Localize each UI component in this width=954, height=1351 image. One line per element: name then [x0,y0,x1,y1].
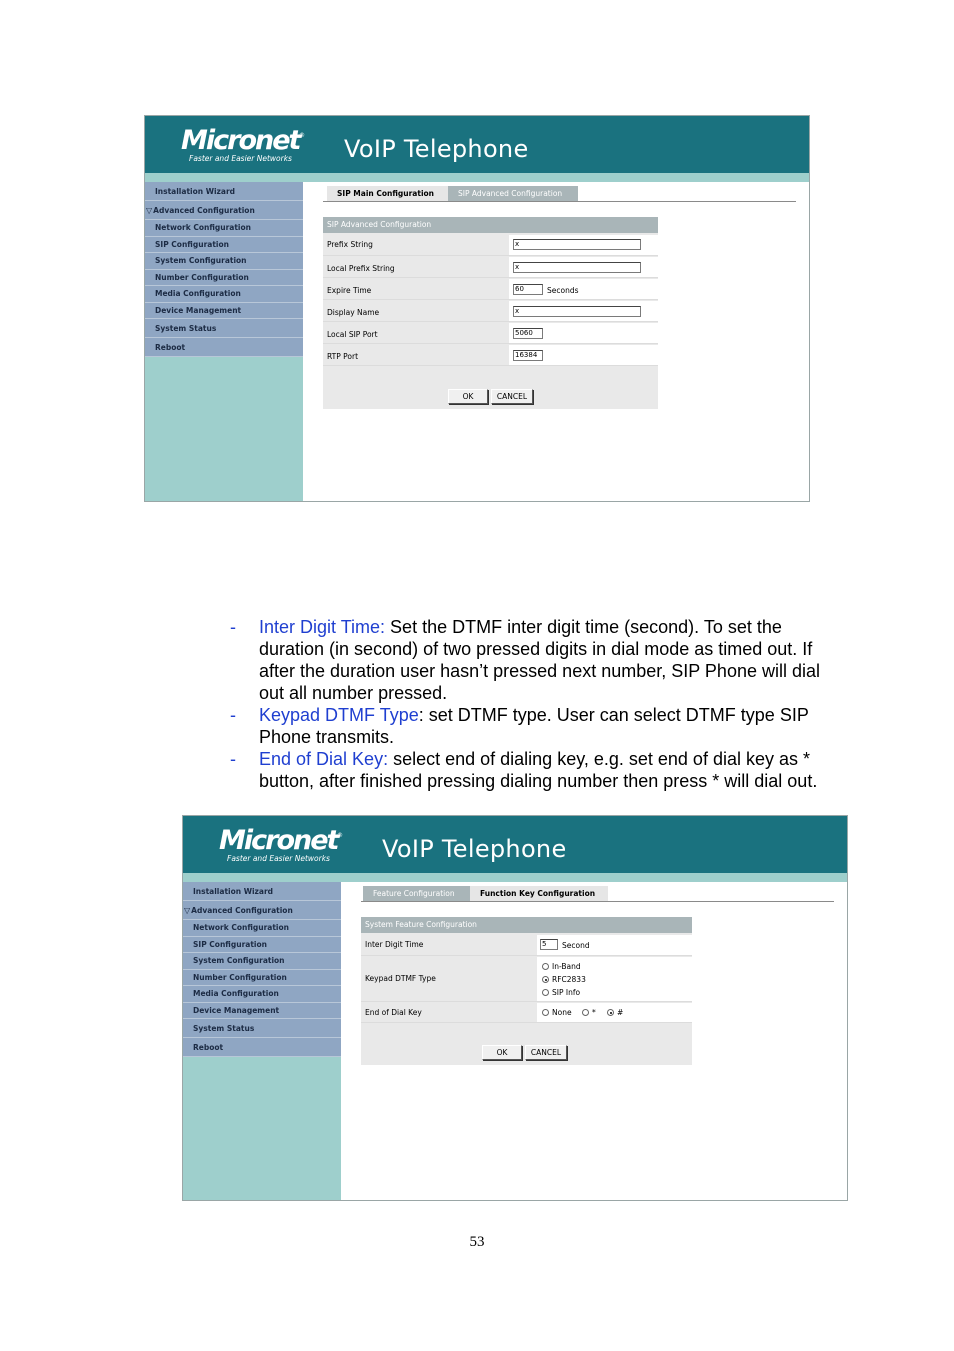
sidebar-item-sip-configuration[interactable]: SIP Configuration [145,237,303,254]
ok-button[interactable]: OK [482,1045,522,1060]
radio-label: RFC2833 [552,975,586,984]
micronet-logo [219,826,343,866]
dtmf-radio-in-band[interactable] [542,962,581,971]
form-row-expire-time [323,279,658,300]
tab-sip-main-configuration[interactable]: SIP Main Configuration [327,186,448,201]
sidebar-item-installation-wizard[interactable]: Installation Wizard [145,182,303,201]
ok-button[interactable]: OK [448,389,488,404]
radio-circle-icon [542,1009,549,1016]
header-strip [145,173,809,182]
field-cell [509,257,658,277]
micronet-logo [181,126,305,166]
sidebar-item-advanced-configuration[interactable] [183,901,341,920]
sidebar-item-device-management[interactable]: Device Management [145,303,303,320]
logo-word: Micronet [181,125,300,156]
sidebar-item-reboot[interactable]: Reboot [145,338,303,357]
radio-selected-icon [607,1009,614,1016]
screenshot-sip-advanced [144,115,810,502]
sip-advanced-form [323,217,658,409]
field-label: End of Dial Key [365,1008,422,1017]
sidebar-item-number-configuration[interactable]: Number Configuration [145,270,303,287]
tab-function-key-configuration[interactable]: Function Key Configuration [470,886,608,901]
form-row-prefix-string [323,235,658,256]
page-number: 53 [469,1234,485,1250]
field-cell [509,323,658,343]
tab-sip-advanced-configuration[interactable]: SIP Advanced Configuration [448,186,578,201]
rtp-port-input[interactable]: 16384 [513,350,543,361]
sidebar-item-system-configuration[interactable]: System Configuration [145,253,303,270]
sidebar-item-advanced-configuration[interactable] [145,201,303,220]
field-label: RTP Port [327,352,359,361]
sidebar-item-system-status[interactable]: System Status [183,1019,341,1038]
logo-reg: ® [337,832,343,839]
sidebar-item-label: Advanced Configuration [153,206,255,215]
description-text: Set the DTMF inter digit time (second). To set the duration (in second) of two pressed digits in dial mode as timed out. If after the duration user hasn’t pressed next number, SIP Phone will dial out all number pressed. [259,617,820,703]
dtmf-radio-rfc2833[interactable] [542,975,586,984]
sidebar-item-media-configuration[interactable]: Media Configuration [145,286,303,303]
form-row-keypad-dtmf-type [361,957,692,1002]
field-label: Display Name [327,308,380,317]
description-list [230,616,830,792]
section-title: SIP Advanced Configuration [323,217,658,233]
radio-circle-icon [582,1009,589,1016]
field-cell [537,935,692,955]
radio-circle-icon [542,963,549,970]
form-row-inter-digit-time [361,935,692,956]
logo-tagline: Faster and Easier Networks [227,854,330,863]
form-row-local-sip-port [323,323,658,344]
app-header [183,816,847,873]
system-feature-form [361,917,692,1065]
field-label: Local Prefix String [327,264,395,273]
logo-reg: ® [299,132,305,139]
expand-triangle-icon: ▽ [184,906,191,915]
sidebar-item-label: Advanced Configuration [191,906,293,915]
form-row-rtp-port [323,345,658,366]
sidebar-nav [183,882,341,1057]
radio-label: In-Band [552,962,581,971]
term-keypad-dtmf-type: Keypad DTMF Type [259,705,419,725]
field-cell [537,1003,692,1022]
radio-circle-icon [542,989,549,996]
description-text: : set DTMF type. User can select DTMF type SIP Phone transmits. [259,705,809,747]
sidebar-item-device-management[interactable]: Device Management [183,1003,341,1020]
form-row-end-of-dial-key [361,1003,692,1023]
app-title: VoIP Telephone [344,135,529,163]
field-label: Prefix String [327,240,373,249]
list-item [230,704,830,748]
field-label: Inter Digit Time [365,940,424,949]
radio-label: SIP Info [552,988,581,997]
list-item [230,748,830,792]
header-strip [183,873,847,882]
prefix-string-input[interactable]: x [513,239,641,250]
sidebar [183,882,341,1200]
display-name-input[interactable]: x [513,306,641,317]
end-dial-radio-hash[interactable] [607,1008,623,1017]
sidebar-nav [145,182,303,357]
sidebar-item-installation-wizard[interactable]: Installation Wizard [183,882,341,901]
inter-digit-time-unit: Second [562,941,590,950]
radio-label: # [617,1008,624,1017]
logo-tagline: Faster and Easier Networks [189,154,292,163]
term-inter-digit-time: Inter Digit Time: [259,617,386,637]
section-title: System Feature Configuration [361,917,692,933]
local-sip-port-input[interactable]: 5060 [513,328,543,339]
sidebar-item-reboot[interactable]: Reboot [183,1038,341,1057]
expire-time-input[interactable]: 60 [513,284,543,295]
end-dial-radio-star[interactable] [582,1008,596,1017]
sidebar-item-number-configuration[interactable]: Number Configuration [183,970,341,987]
inter-digit-time-input[interactable]: 5 [540,939,558,950]
field-cell [509,235,658,255]
sidebar-item-network-configuration[interactable]: Network Configuration [145,220,303,237]
field-cell [509,345,658,365]
app-header [145,116,809,173]
field-label: Keypad DTMF Type [365,974,436,983]
screenshot-feature-configuration [182,815,848,1201]
field-cell [509,279,658,299]
app-title: VoIP Telephone [382,835,567,863]
local-prefix-string-input[interactable]: x [513,262,641,273]
description-text: select end of dialing key, e.g. set end of dial key as * button, after finished pressing dialing number then press * will dial out. [259,749,818,791]
term-end-of-dial-key: End of Dial Key: [259,749,389,769]
form-row-local-prefix-string [323,257,658,278]
field-label: Expire Time [327,286,372,295]
radio-label: * [592,1008,596,1017]
field-cell [509,301,658,321]
expire-time-unit: Seconds [547,286,579,295]
field-cell [537,957,692,1001]
cancel-button[interactable]: CANCEL [491,389,533,404]
expand-triangle-icon: ▽ [146,206,153,215]
field-label: Local SIP Port [327,330,378,339]
sidebar-item-sip-configuration[interactable]: SIP Configuration [183,937,341,954]
radio-selected-icon [542,976,549,983]
sidebar-item-media-configuration[interactable]: Media Configuration [183,986,341,1003]
tab-bar [361,886,834,902]
radio-label: None [552,1008,572,1017]
logo-word: Micronet [219,825,338,856]
sidebar-item-system-status[interactable]: System Status [145,319,303,338]
sidebar [145,182,303,501]
tab-bar [323,186,796,202]
bullet-dash: - [230,749,236,769]
sidebar-item-system-configuration[interactable]: System Configuration [183,953,341,970]
tab-feature-configuration[interactable]: Feature Configuration [363,886,470,901]
cancel-button[interactable]: CANCEL [525,1045,567,1060]
bullet-dash: - [230,617,236,637]
sidebar-item-network-configuration[interactable]: Network Configuration [183,920,341,937]
dtmf-radio-sip-info[interactable] [542,988,580,997]
list-item [230,616,830,704]
bullet-dash: - [230,705,236,725]
form-row-display-name [323,301,658,322]
end-dial-radio-none[interactable] [542,1008,572,1017]
